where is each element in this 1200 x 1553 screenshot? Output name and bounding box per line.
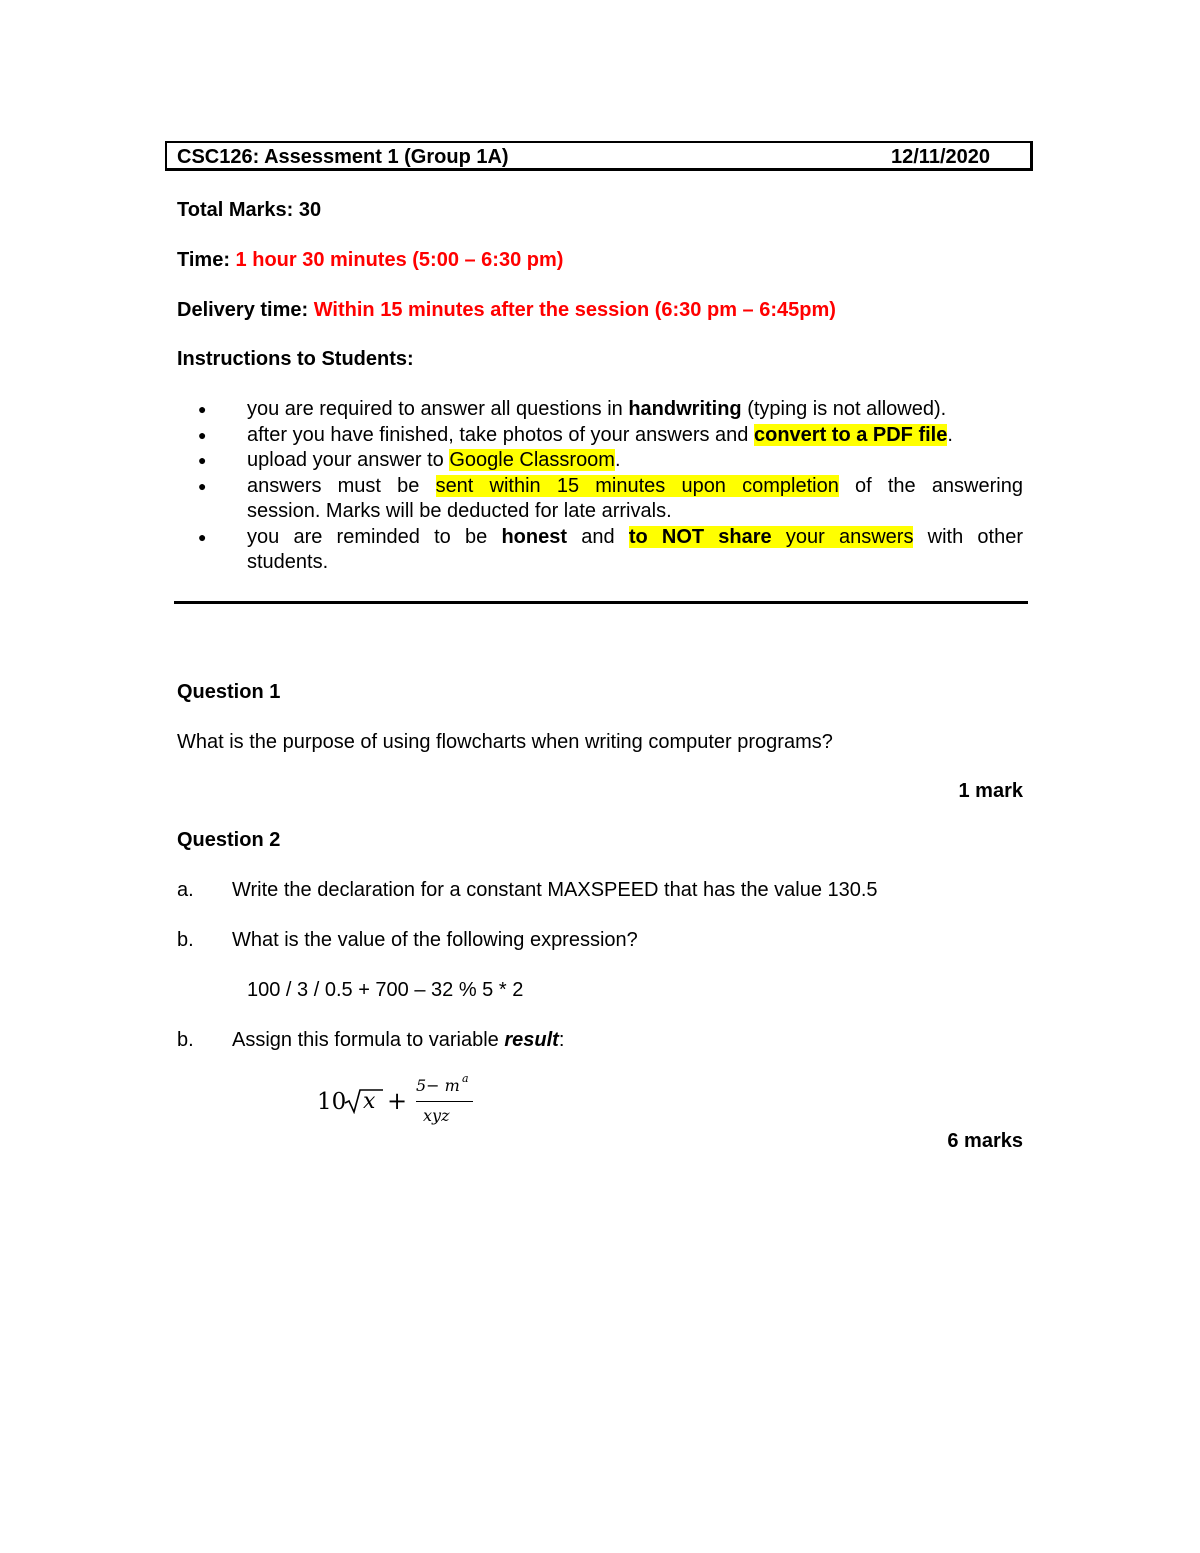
question-2-marks: 6 marks (947, 1130, 1023, 1152)
expression: 100 / 3 / 0.5 + 700 – 32 % 5 * 2 (247, 979, 524, 1001)
formula-coefficient: 10 (317, 1089, 347, 1115)
time-value: 1 hour 30 minutes (5:00 – 6:30 pm) (235, 249, 564, 271)
assessment-title: CSC126: Assessment 1 (Group 1A) (177, 146, 509, 168)
instructions-list (177, 397, 1023, 576)
total-marks (177, 199, 321, 222)
formula-denominator: xyz (423, 1106, 450, 1125)
instructions-heading: Instructions to Students: (177, 348, 414, 370)
delivery-label: Delivery time: (177, 299, 309, 321)
list-item: ● upload your answer to Google Classroom. (177, 448, 1023, 474)
section-divider (174, 601, 1028, 604)
total-marks-label: Total Marks: (177, 199, 294, 221)
bullet-icon: ● (198, 477, 207, 494)
header-box (165, 141, 1033, 171)
delivery-value: Within 15 minutes after the session (6:30 pm – 6:45pm) (313, 299, 836, 321)
formula (317, 1072, 487, 1136)
total-marks-value: 30 (298, 199, 322, 221)
question-2a-label: a. (177, 879, 194, 901)
formula-plus: + (387, 1087, 408, 1115)
list-item: ● you are required to answer all questions in handwriting (typing is not allowed). (177, 397, 1023, 423)
list-item: ● after you have finished, take photos of your answers and convert to a PDF file. (177, 423, 1023, 449)
bullet-icon: ● (198, 401, 207, 417)
question-2b-text: What is the value of the following expression? (232, 929, 638, 951)
bullet-icon: ● (198, 452, 207, 468)
question-1-text: What is the purpose of using flowcharts when writing computer programs? (177, 731, 833, 753)
formula-numerator: 5− m (416, 1076, 460, 1095)
question-2b-label: b. (177, 929, 194, 951)
formula-radicand: x (363, 1089, 376, 1114)
question-2a-text: Write the declaration for a constant MAXSPEED that has the value 130.5 (232, 879, 878, 901)
list-item: ● you are reminded to be honest and to NOT share your answers with other students. (198, 525, 1024, 573)
question-2c-label: b. (177, 1029, 194, 1051)
delivery-line (177, 299, 836, 322)
question-1-heading: Question 1 (177, 681, 281, 703)
question-2-heading: Question 2 (177, 829, 281, 851)
time-line (177, 249, 563, 272)
bullet-icon: ● (198, 528, 207, 545)
list-item: ● answers must be sent within 15 minutes upon completion of the answering session. Marks will be deducted for late arrivals. (198, 474, 1023, 522)
fraction-bar (416, 1101, 473, 1102)
bullet-icon: ● (198, 426, 207, 443)
question-1-marks: 1 mark (958, 780, 1023, 802)
formula-exponent: a (462, 1072, 469, 1085)
time-label: Time: (177, 249, 230, 271)
question-2c-text: Assign this formula to variable result: (232, 1029, 565, 1051)
variable-result: result (504, 1029, 559, 1051)
assessment-date: 12/11/2020 (891, 146, 990, 168)
